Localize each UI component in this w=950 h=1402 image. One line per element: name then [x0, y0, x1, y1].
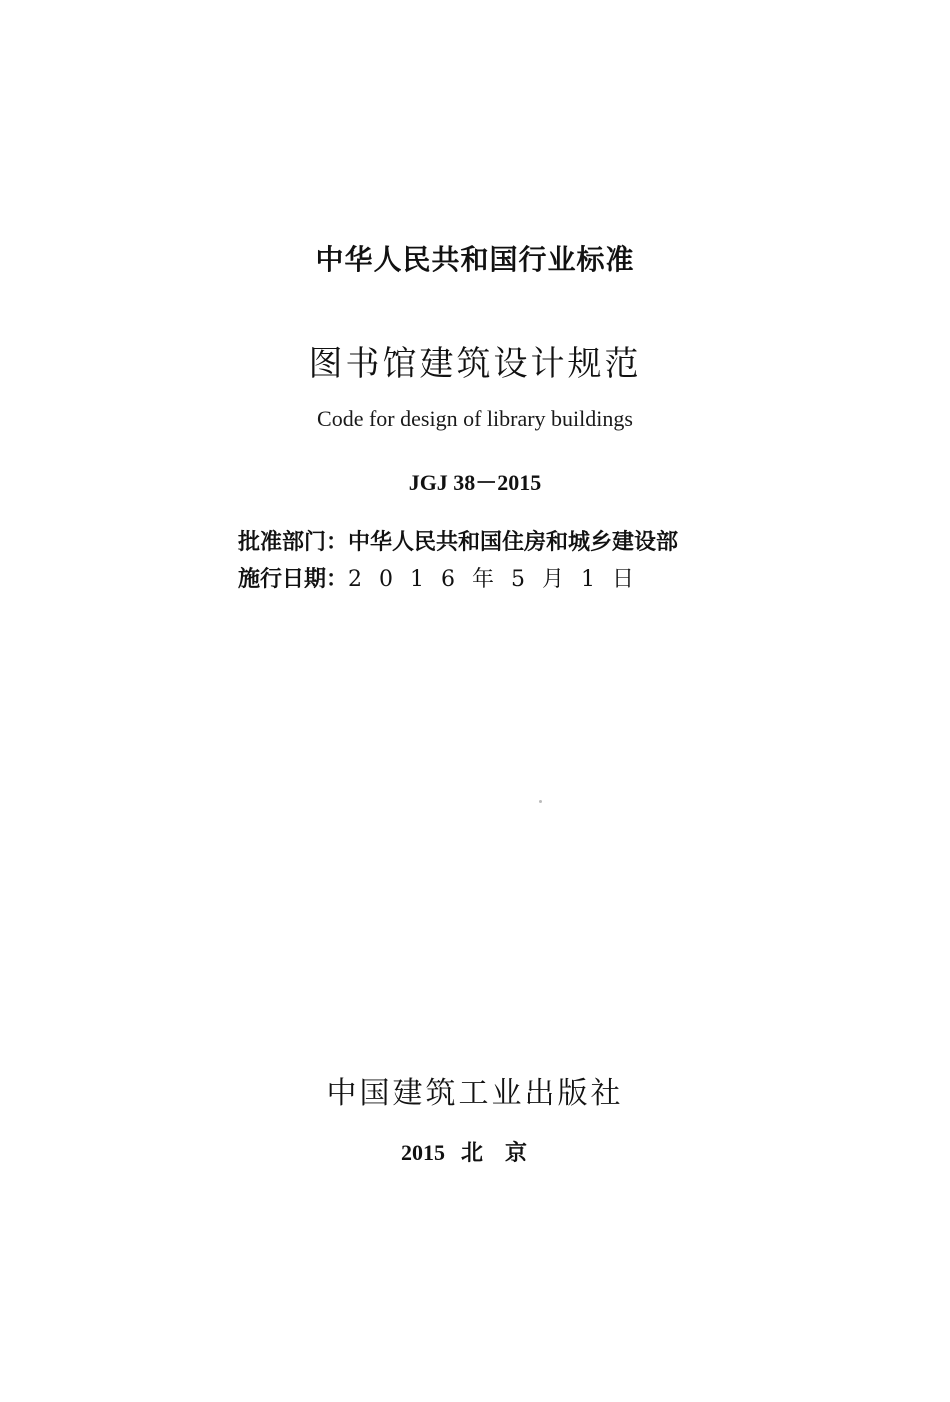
scan-speck [539, 800, 542, 803]
effective-date-value: 2016年5月1日 [348, 567, 651, 592]
imprint-line [0, 1136, 950, 1167]
publisher-name: 中国建筑工业出版社 [326, 1076, 624, 1111]
effective-date-label: 施行日期： [238, 567, 349, 592]
document-title-english: Code for design of library buildings [317, 406, 633, 431]
effective-date-line [238, 562, 738, 593]
approval-authority: 中华人民共和国住房和城乡建设部 [348, 530, 679, 555]
standard-code: JGJ 38－2015 [408, 470, 542, 495]
imprint-city: 北京 [460, 1141, 549, 1166]
approval-label: 批准部门： [238, 530, 349, 555]
standard-series-title: 中华人民共和国行业标准 [315, 243, 635, 276]
document-title-chinese: 图书馆建筑设计规范 [308, 344, 642, 384]
approval-line [238, 525, 738, 556]
imprint-year: 2015 [400, 1140, 445, 1165]
